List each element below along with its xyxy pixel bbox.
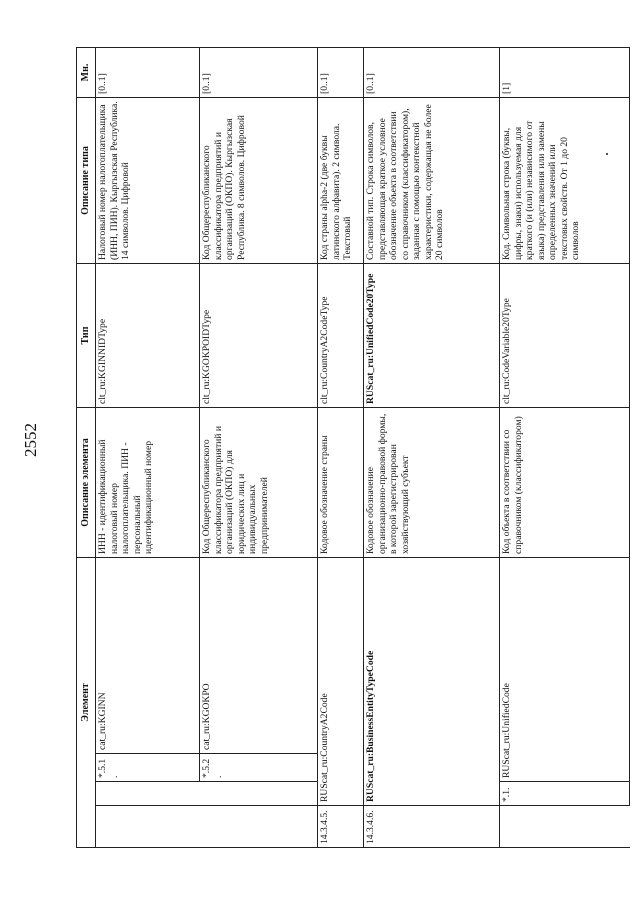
table-row — [96, 48, 200, 848]
row-id: *.5.2. — [200, 754, 318, 782]
row-id: 14.3.4.5. — [318, 806, 364, 848]
row-name: cat_ru:KGINN — [96, 558, 200, 754]
row-type: RUScat_ru:UnifiedCode20Type — [364, 264, 500, 408]
row-name: RUScat_ru:CountryA2Code — [318, 558, 364, 806]
row-name: RUScat_ru:BusinessEntityTypeCode — [364, 558, 500, 806]
table-header — [77, 48, 96, 848]
row-mn: [0..1] — [318, 48, 364, 98]
table-row — [364, 48, 500, 848]
row-desc: Кодовое обозначение организационно-правовой формы, в которой зарегистрирован хозяйствующий субъект — [364, 408, 500, 558]
row-name: RUScat_ru:UnifiedCode — [500, 558, 630, 782]
row-type-desc: Код страны alpha-2 (две буквы латинского алфавита). 2 символа. Текстовый — [318, 98, 364, 264]
header-type: Тип — [77, 264, 96, 408]
row-type: clt_ru:KGINNIDType — [96, 264, 200, 408]
row-desc: Код Общереспубликанского классификатора предприятий и организаций (ОКПО) для юридических лиц и индивидуальных предпринимателей — [200, 408, 318, 558]
row-desc: ИНН - идентификационный налоговый номер налогоплательщика. ПИН - персональный идентификационный номер — [96, 408, 200, 558]
row-type-desc: Код Общереспубликанского классификатора предприятий и организаций (ОКПО). Кыргызская Республика. 8 символов. Цифровой — [200, 98, 318, 264]
row-mn: [1] — [500, 48, 630, 98]
scan-speck — [606, 153, 608, 155]
row-type-desc: Налоговый номер налогоплательщика (ИНН, ПИН). Кыргызская Республика. 14 символов. Цифровой — [96, 98, 200, 264]
row-mn: [0..1] — [364, 48, 500, 98]
row-id: 14.3.4.6. — [364, 806, 500, 848]
row-type: clt_ru:KGOKPOIDType — [200, 264, 318, 408]
table-row — [318, 48, 364, 848]
page-number: 2552 — [21, 423, 40, 457]
row-desc: Кодовое обозначение страны — [318, 408, 364, 558]
rotated-page — [76, 48, 621, 848]
row-desc: Код объекта в соответствии со справочником (классификатором) — [500, 408, 630, 558]
row-name: cat_ru:KGOKPO — [200, 558, 318, 754]
row-type-desc: Код. Символьная строка (буквы, цифры, знаки) используемая для краткого (и (или) независимого от языка) представления или замены определенных значений или текстовых свойств. От 1 до 20 символов — [500, 98, 630, 264]
row-type: clt_ru:CountryA2CodeType — [318, 264, 364, 408]
header-element: Элемент — [77, 558, 96, 848]
header-mn: Мн. — [77, 48, 96, 98]
table-row — [200, 48, 318, 848]
row-id: *.1. — [500, 782, 630, 806]
row-id: *.5.1. — [96, 754, 200, 782]
elements-table — [76, 47, 630, 848]
header-type-desc: Описание типа — [77, 98, 96, 264]
row-mn: [0..1] — [200, 48, 318, 98]
header-element-desc: Описание элемента — [77, 408, 96, 558]
row-mn: [0..1] — [96, 48, 200, 98]
row-type-desc: Составной тип. Строка символов, представляющая краткое условное обозначение объекта в соответствии со справочником (классификатором), заданная с помощью контекстной характеристики, содержащая не более 20 символов — [364, 98, 500, 264]
row-type: clt_ru:CodeVariable20Type — [500, 264, 630, 408]
table-row — [500, 48, 630, 848]
